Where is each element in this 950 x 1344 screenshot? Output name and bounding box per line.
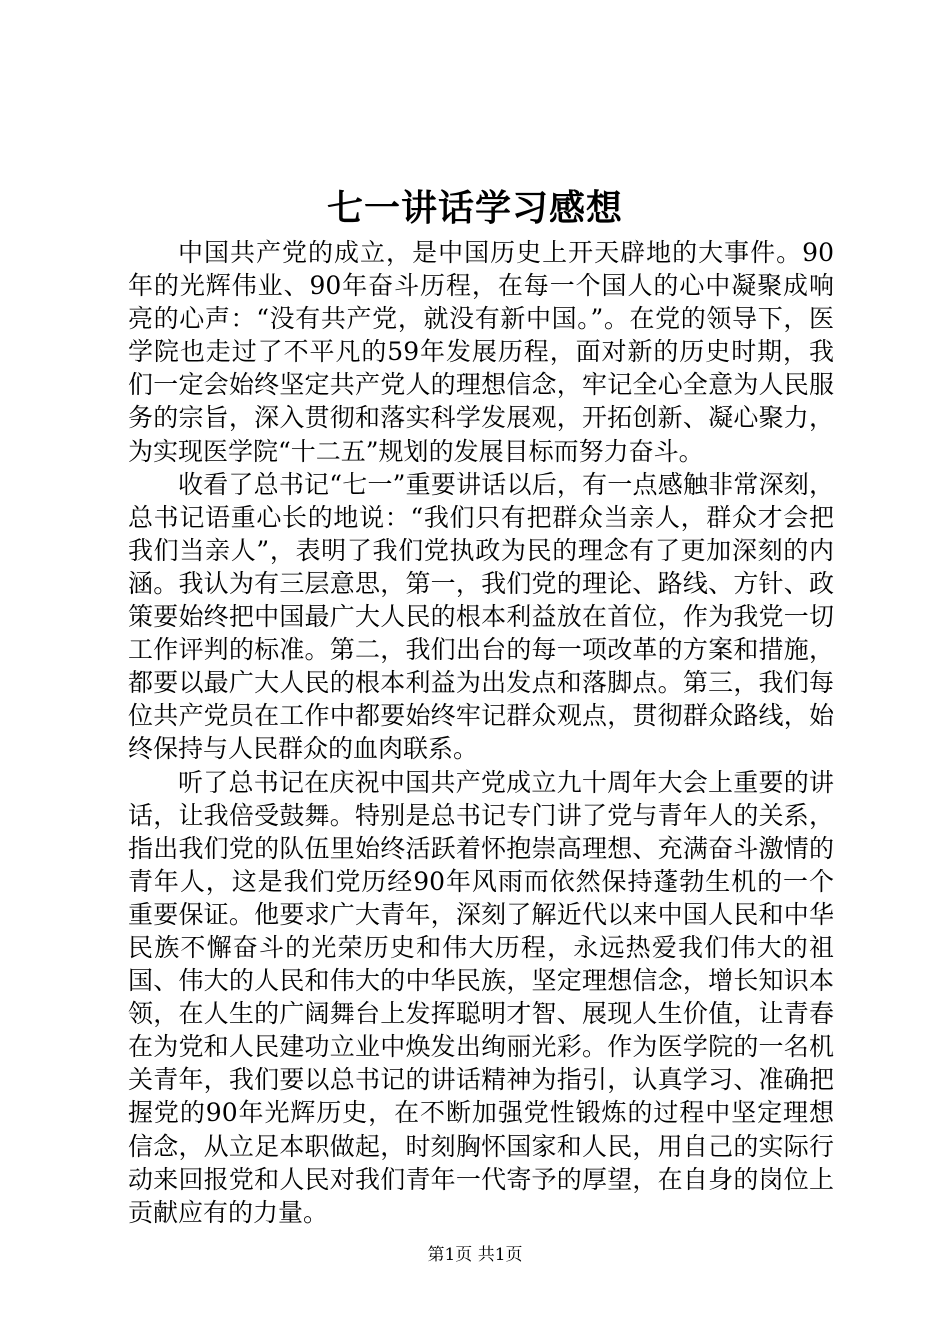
document-title: 七一讲话学习感想 [326, 187, 623, 229]
body-paragraph-2: 收看了总书记“七一”重要讲话以后，有一点感触非常深刻，总书记语重心长的地说：“我们只有把群众当亲人，群众才会把我们当亲人”，表明了我们党执政为民的理念有了更加深刻的内涵。我认为有三层意思，第一，我们党的理论、路线、方针、政策要始终把中国最广大人民的根本利益放在首位，作为我党一切工作评判的标准。第二，我们出台的每一项改革的方案和措施，都要以最广大人民的根本利益为出发点和落脚点。第三，我们每位共产党员在工作中都要始终牢记群众观点，贯彻群众路线，始终保持与人民群众的血肉联系。 [128, 469, 834, 764]
document-body [128, 236, 834, 1229]
body-paragraph-3: 听了总书记在庆祝中国共产党成立九十周年大会上重要的讲话，让我倍受鼓舞。特别是总书记专门讲了党与青年人的关系，指出我们党的队伍里始终活跃着怀抱崇高理想、充满奋斗激情的青年人，这是我们党历经90年风雨而依然保持蓬勃生机的一个重要保证。他要求广大青年，深刻了解近代以来中国人民和中华民族不懈奋斗的光荣历史和伟大历程，永远热爱我们伟大的祖国、伟大的人民和伟大的中华民族，坚定理想信念，增长知识本领，在人生的广阔舞台上发挥聪明才智、展现人生价值，让青春在为党和人民建功立业中焕发出绚丽光彩。作为医学院的一名机关青年，我们要以总书记的讲话精神为指引，认真学习、准确把握党的90年光辉历史，在不断加强党性锻炼的过程中坚定理想信念，从立足本职做起，时刻胸怀国家和人民，用自己的实际行动来回报党和人民对我们青年一代寄予的厚望，在自身的岗位上贡献应有的力量。 [128, 767, 834, 1227]
body-paragraph-1: 中国共产党的成立，是中国历史上开天辟地的大事件。90年的光辉伟业、90年奋斗历程，在每一个国人的心中凝聚成响亮的心声：“没有共产党，就没有新中国。”。在党的领导下，医学院也走过了不平凡的59年发展历程，面对新的历史时期，我们一定会始终坚定共产党人的理想信念，牢记全心全意为人民服务的宗旨，深入贯彻和落实科学发展观，开拓创新、凝心聚力，为实现医学院“十二五”规划的发展目标而努力奋斗。 [128, 238, 834, 466]
page-number-footer: 第1页 共1页 [427, 1245, 523, 1265]
